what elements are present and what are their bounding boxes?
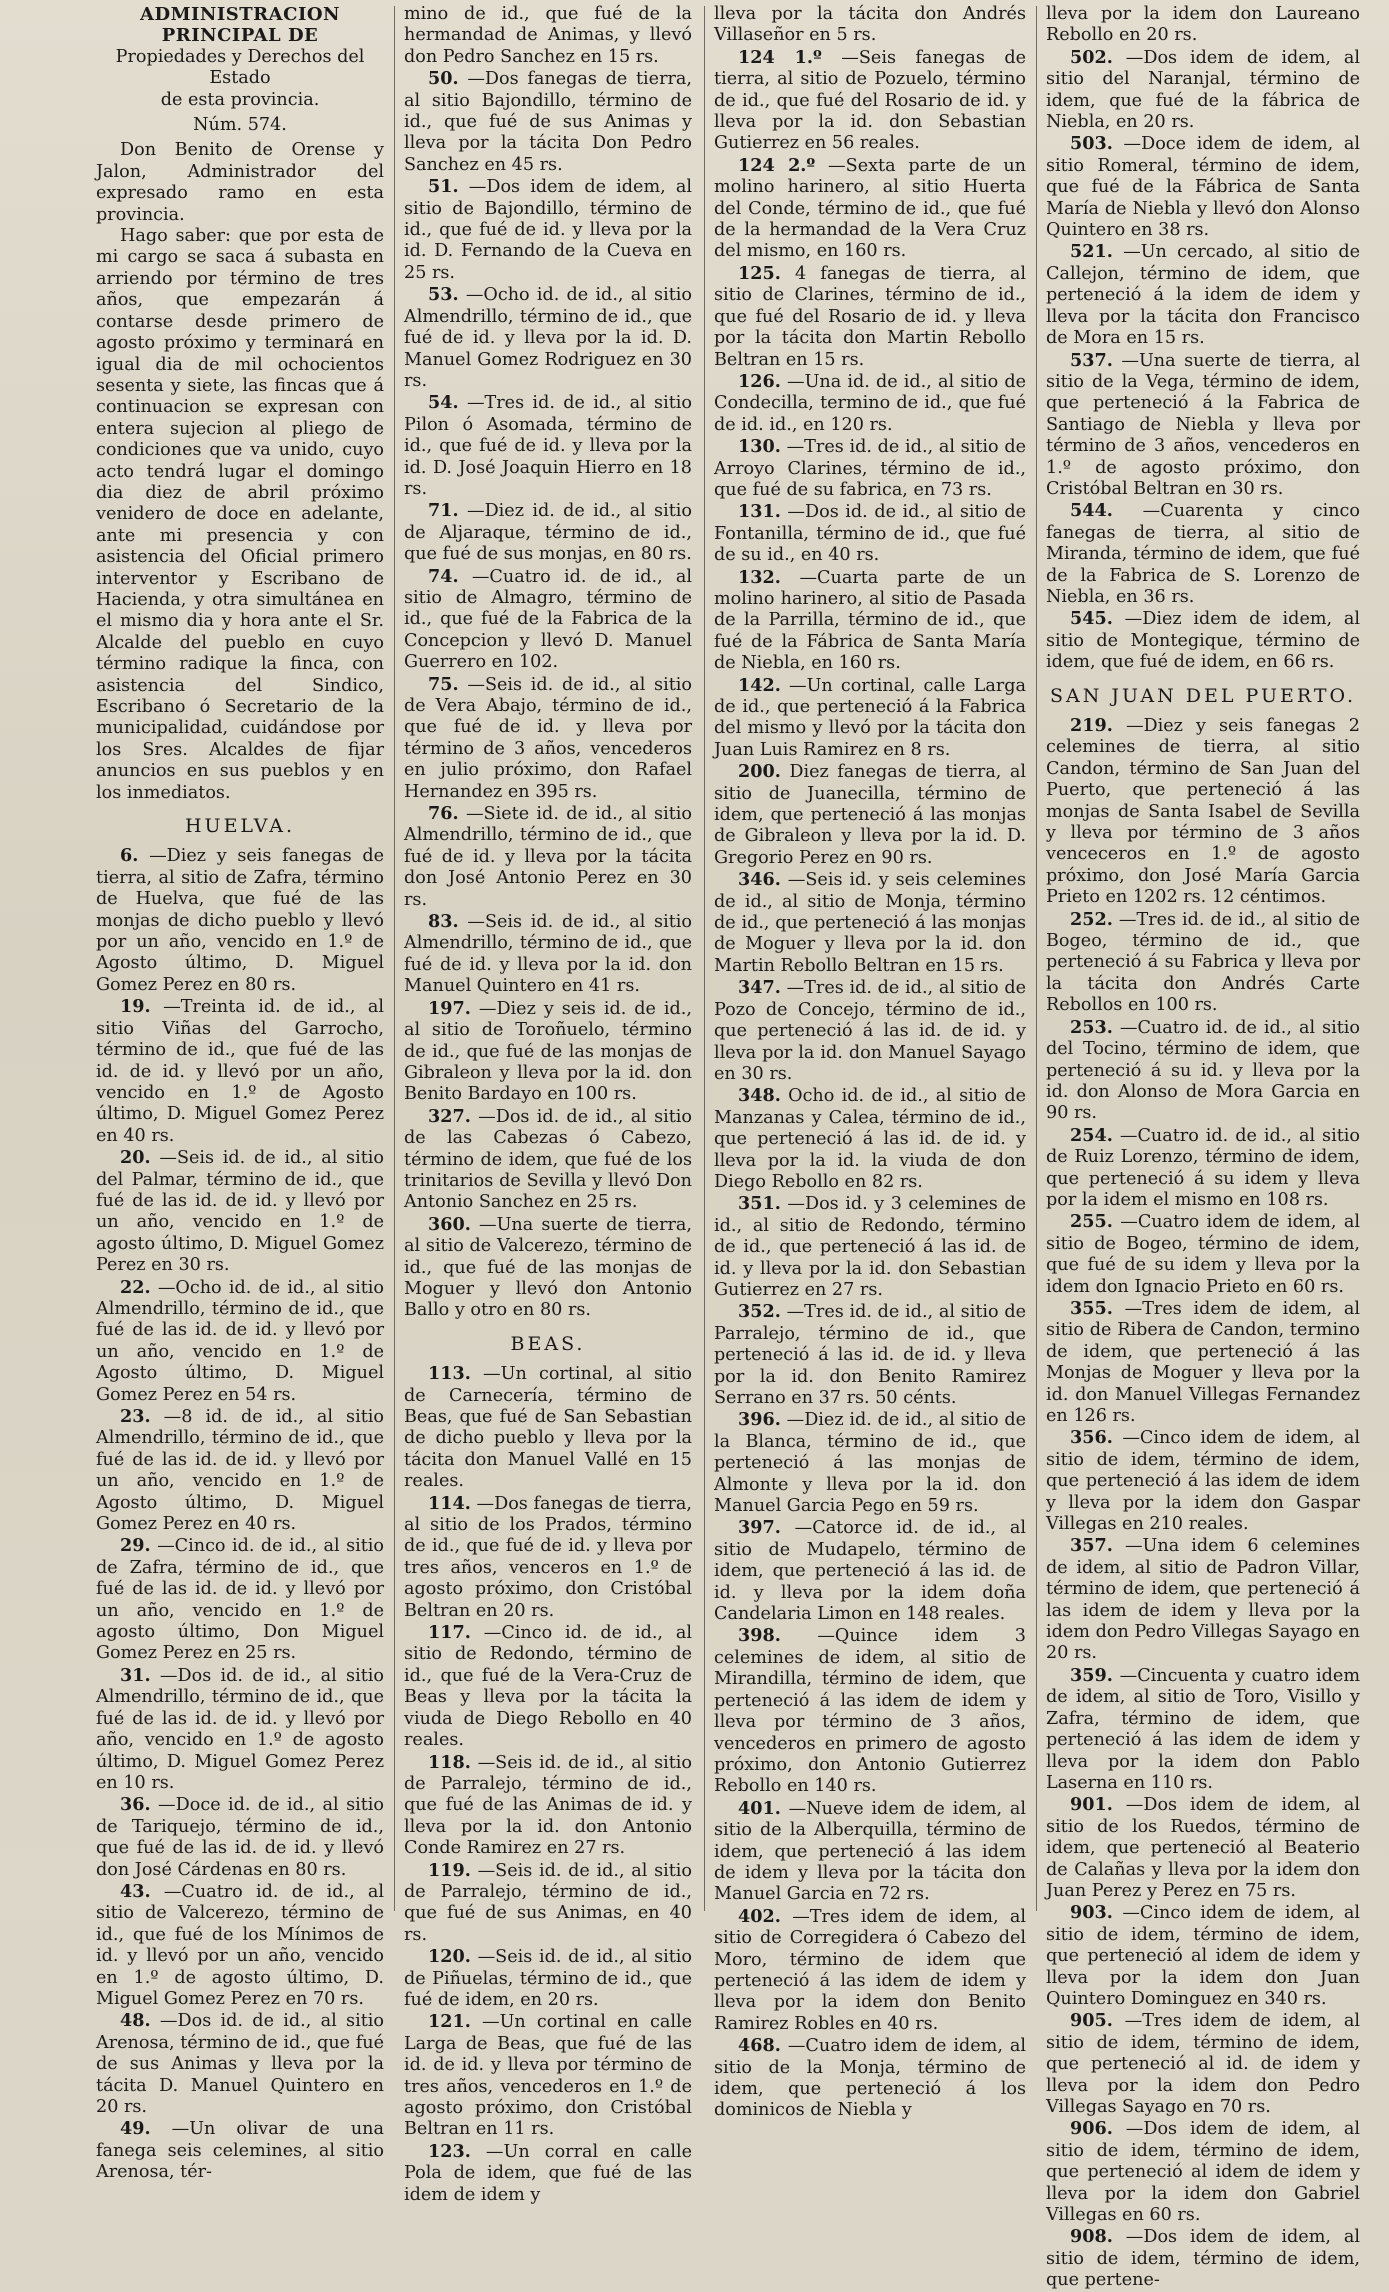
- property-listing: [404, 566, 692, 674]
- listing-text: —Cuatro id. de id., al sitio de Ruiz Lorenzo, término de idem, que perteneció á su idem y lleva por la idem el mismo en 108 rs.: [1046, 1125, 1360, 1210]
- listing-text: —Tres id. de id., al sitio Pilon ó Asomada, término de id., que fué de id. y lleva por la id. D. José Joaquin Hierro en 18 rs.: [404, 393, 693, 499]
- listing-text: —Dos id. de id., al sitio Almendrillo, término de id., que fué de las id. de id. y llevó por año, vencido en 1.º de agosto último, D. Miguel Gomez Perez en 10 rs.: [96, 1665, 384, 1793]
- property-listing: [714, 1409, 1026, 1517]
- column-1: [90, 4, 390, 2183]
- section-heading-beas: BEAS.: [510, 1332, 586, 1355]
- listing-number: 120.: [428, 1946, 471, 1968]
- item-list-beas: [404, 1363, 692, 2206]
- listing-number: 327.: [428, 1105, 471, 1127]
- property-listing: [404, 284, 692, 392]
- item-list-col2: [404, 68, 692, 1322]
- listing-number: 397.: [738, 1517, 781, 1539]
- listing-text: —Diez y seis fanegas 2 celemines de tierra, al sitio Candon, término de San Juan del Puerto, que perteneció á las monjas de Santa Isabel de Sevilla y lleva por término de 3 años venceceros en 1.º de agosto próximo, don José María Garcia Prieto en 1202 rs. 12 céntimos.: [1046, 716, 1360, 908]
- property-listing: [404, 803, 692, 911]
- listing-text: —Diez y seis id. de id., al sitio de Toroñuelo, término de id., que fué de las monjas de Gibraleon y lleva por la id. don Benito Bardayo en 100 rs.: [404, 998, 692, 1105]
- property-listing: [404, 1214, 692, 1322]
- listing-number: 352.: [738, 1301, 781, 1323]
- listing-text: —Un olivar de una fanega seis celemines, al sitio Arenosa, tér-: [96, 2119, 384, 2183]
- listing-number: 29.: [120, 1535, 151, 1557]
- property-listing: [404, 2141, 692, 2206]
- listing-text: —Tres idem de idem, al sitio de idem, término de idem, que perteneció al id. de idem y lleva por la idem don Pedro Villegas Sayago en 70 rs.: [1046, 2011, 1361, 2117]
- property-listing: [404, 1752, 692, 1860]
- listing-text: —Tres id. de id., al sitio de Parralejo, término de id., que perteneció á las id. de id. y lleva por la id. don Benito Ramirez Serrano en 37 rs. 50 cénts.: [714, 1302, 1027, 1408]
- listing-text: —Seis fanegas de tierra, al sitio de Pozuelo, término de id., que fué del Rosario de id. y lleva por la id. don Sebastian Gutierrez en 56 reales.: [714, 47, 1027, 154]
- listing-number: 200.: [738, 761, 781, 783]
- listing-number: 31.: [120, 1664, 151, 1686]
- property-listing: [404, 1622, 692, 1751]
- property-listing: [404, 1363, 692, 1492]
- listing-number: 22.: [120, 1276, 151, 1298]
- notice-subtitle: Propiedades y Derechos del Estado: [115, 46, 365, 89]
- listing-text: —Tres idem de idem, al sitio de Ribera de Candon, termino de idem, que perteneció á las Monjas de Moguer y lleva por la id. don Manuel Villegas Fernandez en 126 rs.: [1046, 1298, 1361, 1426]
- property-listing: [1046, 1535, 1360, 1664]
- property-listing: [714, 675, 1026, 762]
- listing-text: —Sexta parte de un molino harinero, al sitio Huerta del Conde, término de id., que fué de la hermandad de la Vera Cruz del mismo, en 160 rs.: [714, 155, 1026, 262]
- listing-number: 49.: [120, 2118, 151, 2140]
- property-listing: [1046, 133, 1360, 241]
- listing-number: 36.: [120, 1794, 151, 1816]
- listing-number: 401.: [738, 1797, 781, 1819]
- property-listing: [404, 674, 692, 803]
- listing-number: 130.: [738, 436, 781, 458]
- listing-number: 360.: [428, 1213, 471, 1235]
- listing-text: —Dos id. de id., al sitio de las Cabezas ó Cabezo, término de idem, que fué de los trinitarios de Sevilla y llevó Don Antonio Sanchez en 25 rs.: [404, 1106, 693, 1213]
- listing-text: —Una suerte de tierra, al sitio de Valcerezo, término de id., que fué de las monjas de Moguer y llevó don Antonio Ballo y otro en 80 rs.: [404, 1214, 692, 1321]
- listing-text: —Una idem 6 celemines de idem, al sitio de Padron Villar, término de idem, que perteneció á las idem de idem y lleva por la idem don Pedro Villegas Sayago en 20 rs.: [1046, 1536, 1361, 1664]
- listing-text: —Cuatro id. de id., al sitio del Tocino, término de idem, que perteneció á su id. y lleva por la id. don Alonso de Mora Garcia en 90 rs.: [1046, 1017, 1360, 1124]
- listing-number: 114.: [428, 1492, 471, 1514]
- property-listing: [404, 2011, 692, 2140]
- listing-number: 53.: [428, 284, 459, 306]
- listing-text: —Una suerte de tierra, al sitio de la Vega, término de idem, que perteneció á la Fabrica de Santiago de Niebla y lleva por término de 3 años, vencederos en 1.º de agosto próximo, don Cristóbal Beltran en 30 rs.: [1046, 350, 1361, 499]
- listing-text: —Doce id. de id., al sitio de Tariquejo, término de id., que fué de las id. de id. y llevó don José Cárdenas en 80 rs.: [96, 1795, 385, 1880]
- property-listing: [1046, 241, 1360, 349]
- listing-number: 74.: [428, 565, 459, 587]
- listing-number: 351.: [738, 1193, 781, 1215]
- property-listing: [714, 371, 1026, 436]
- property-listing: [714, 1193, 1026, 1301]
- listing-text: —Cuarenta y cinco fanegas de tierra, al sitio de Miranda, término de idem, que fué de la Fabrica de S. Lorenzo de Niebla, en 36 rs.: [1046, 501, 1360, 607]
- listing-number: 254.: [1070, 1124, 1113, 1146]
- item-list-col4: [1046, 47, 1360, 674]
- property-listing: [714, 869, 1026, 977]
- listing-number: 83.: [428, 911, 459, 933]
- property-listing: [404, 911, 692, 998]
- property-listing: [96, 1406, 384, 1535]
- listing-number: 132.: [738, 566, 781, 588]
- listing-number: 402.: [738, 1905, 781, 1927]
- property-listing: [404, 500, 692, 565]
- listing-text: —Dos idem de idem, al sitio de Bajondillo, término de id., que fué de id. y lleva por la id. D. Fernando de la Cueva en 25 rs.: [404, 177, 693, 283]
- intro-paragraph: Hago saber: que por esta de mi cargo se saca á subasta en arriendo por término de tres años, que empezarán á contarse desde primero de agosto próximo y terminará en igual dia de mil ochocientos sesenta y siete, las fincas que á continuacion se expresan con entera sujecion al pliego de condiciones que va unido, cuyo acto tendrá lugar el domingo dia diez de abril próximo venidero de doce en adelante, ante mi presencia y con asistencia del Oficial primero interventor y Escribano de Hacienda, y otra simultánea en el mismo dia y hora ante el Sr. Alcalde del pueblo en cuyo término radique la finca, con asistencia del Sindico, Escribano ó Secretario de la municipalidad, cuidándose por los Sres. Alcaldes de fijar anuncios en sus pueblos y en los inmediatos.: [96, 226, 384, 803]
- property-listing: [1046, 1125, 1360, 1212]
- property-listing: [404, 68, 692, 176]
- listing-text: —Diez idem de idem, al sitio de Montegique, término de idem, que fué de idem, en 66 rs.: [1046, 609, 1361, 673]
- column-rule: [1036, 6, 1037, 1911]
- property-listing: [96, 1881, 384, 2010]
- property-listing: [714, 2035, 1026, 2122]
- property-listing: [1046, 1298, 1360, 1427]
- continued-text: lleva por la tácita don Andrés Villaseñor en 5 rs.: [714, 4, 1026, 46]
- listing-text: —Doce idem de idem, al sitio Romeral, término de idem, que fué de la Fábrica de Santa María de Niebla y llevó don Alonso Quintero en 38 rs.: [1046, 134, 1361, 241]
- listing-number: 51.: [428, 176, 459, 198]
- item-list-san-juan: [1046, 715, 1360, 2292]
- property-listing: [1046, 715, 1360, 909]
- listing-text: —Un cercado, al sitio de Callejon, término de idem, que perteneció á la idem de idem y lleva por la tácita don Francisco de Mora en 15 rs.: [1046, 242, 1361, 349]
- property-listing: [1046, 1665, 1360, 1794]
- property-listing: [404, 1946, 692, 2011]
- listing-text: —Cuarta parte de un molino harinero, al sitio de Pasada de la Parrilla, término de id., que fué de la Fábrica de Santa María de Niebla, en 160 rs.: [714, 567, 1026, 674]
- listing-number: 6.: [120, 845, 139, 867]
- property-listing: [404, 998, 692, 1106]
- property-listing: [714, 501, 1026, 566]
- listing-number: 905.: [1070, 2010, 1113, 2032]
- column-3: [708, 4, 1032, 2121]
- property-listing: [714, 1625, 1026, 1797]
- listing-text: —Seis id. de id., al sitio del Palmar, término de id., que fué de las id. de id. y llevó por un año, vencido en 1.º de agosto último, D. Miguel Gomez Perez en 30 rs.: [96, 1148, 385, 1276]
- property-listing: [96, 1794, 384, 1881]
- listing-number: 253.: [1070, 1016, 1113, 1038]
- section-heading-huelva: HUELVA.: [184, 815, 295, 838]
- listing-text: —Un cortinal, calle Larga de id., que perteneció á la Fabrica del mismo y llevó por la tácita don Juan Luis Ramirez en 8 rs.: [714, 675, 1027, 760]
- listing-text: —Nueve idem de idem, al sitio de la Alberquilla, término de idem, que perteneció á las idem de idem y lleva por la tácita don Manuel Garcia en 72 rs.: [714, 1798, 1027, 1905]
- property-listing: [96, 1535, 384, 1664]
- listing-number: 545.: [1070, 608, 1113, 630]
- property-listing: [404, 1106, 692, 1214]
- listing-number: 356.: [1070, 1427, 1113, 1449]
- listing-number: 468.: [738, 2035, 781, 2057]
- property-listing: [1046, 909, 1360, 1017]
- listing-number: 197.: [428, 997, 471, 1019]
- notice-title: ADMINISTRACION PRINCIPAL DE: [140, 4, 340, 47]
- listing-text: —Cuatro id. de id., al sitio de Almagro, término de id., que fué de la Fabrica de la Concepcion y llevó D. Manuel Guerrero en 102.: [404, 566, 692, 673]
- listing-text: —Un cortinal, al sitio de Carnecería, término de Beas, que fué de San Sebastian de dicho pueblo y lleva por la tácita don Manuel Vallé en 15 reales.: [404, 1364, 693, 1492]
- property-listing: [404, 392, 692, 500]
- listing-number: 43.: [120, 1880, 151, 1902]
- listing-text: —Tres idem de idem, al sitio de Corregidera ó Cabezo del Moro, término de idem que perteneció á las idem de idem y lleva por la idem don Benito Ramirez Robles en 40 rs.: [714, 1906, 1027, 2034]
- listing-number: 119.: [428, 1859, 471, 1881]
- listing-number: 347.: [738, 977, 781, 999]
- notice-number: Núm. 574.: [193, 115, 287, 136]
- property-listing: [714, 47, 1026, 155]
- listing-number: 359.: [1070, 1664, 1113, 1686]
- listing-text: —Dos idem de idem, al sitio de idem, término de idem, que perteneció al idem de idem y lleva por la idem don Gabriel Villegas en 60 rs.: [1046, 2119, 1361, 2226]
- listing-number: 906.: [1070, 2118, 1113, 2140]
- listing-number: 113.: [428, 1363, 471, 1385]
- listing-number: 71.: [428, 500, 459, 522]
- listing-text: —Diez id. de id., al sitio de Aljaraque, término de id., que fué de sus monjas, en 80 rs.: [404, 501, 693, 565]
- listing-text: —Tres id. de id., al sitio de Pozo de Concejo, término de id., que perteneció á las id. de id. y lleva por la id. don Manuel Sayago en 30 rs.: [714, 978, 1027, 1084]
- listing-text: —Dos id. y 3 celemines de id., al sitio de Redondo, término de id., que perteneció á las id. de id. y lleva por la id. don Sebastian Gutierrez en 27 rs.: [714, 1194, 1026, 1300]
- property-listing: [96, 1277, 384, 1406]
- listing-text: —Ocho id. de id., al sitio Almendrillo, término de id., que fué de las id. de id. y llevó por un año, vencido en 1.º de Agosto último, D. Miguel Gomez Perez en 54 rs.: [96, 1277, 384, 1405]
- listing-text: —Diez id. de id., al sitio de la Blanca, término de id., que perteneció á las monjas de Almonte y lleva por la id. don Manuel Garcia Pego en 59 rs.: [714, 1410, 1027, 1517]
- listing-text: —Quince idem 3 celemines de idem, al sitio de Mirandilla, término de idem, que perteneció á las idem de idem y lleva por término de 3 años, vencederos en primero de agosto próximo, don Antonio Gutierrez Rebollo en 140 rs.: [714, 1626, 1027, 1797]
- section-heading-san-juan: SAN JUAN DEL PUERTO.: [1049, 684, 1357, 707]
- listing-text: —Seis id. de id., al sitio de Parralejo, término de id., que fué de las Animas de id. y lleva por la id. don Antonio Conde Ramirez en 27 rs.: [404, 1752, 693, 1859]
- listing-number: 355.: [1070, 1297, 1113, 1319]
- listing-number: 117.: [428, 1622, 471, 1644]
- listing-text: 4 fanegas de tierra, al sitio de Clarines, término de id., que fué del Rosario de id. y lleva por la tácita don Martin Rebollo Beltran en 15 rs.: [714, 263, 1026, 370]
- listing-text: —Seis id. de id., al sitio Almendrillo, término de id., que fué de id. y lleva por la id. don Manuel Quintero en 41 rs.: [404, 912, 693, 997]
- listing-number: 121.: [428, 2011, 471, 2033]
- listing-number: 346.: [738, 869, 781, 891]
- listing-number: 252.: [1070, 908, 1113, 930]
- listing-number: 901.: [1070, 1794, 1113, 1816]
- listing-text: Diez fanegas de tierra, al sitio de Juanecilla, término de idem, que perteneció á las monjas de Gibraleon y lleva por la id. D. Gregorio Perez en 90 rs.: [714, 762, 1026, 868]
- listing-text: —Seis id. de id., al sitio de Parralejo, término de id., que fué de sus Animas, en 40 rs.: [404, 1860, 693, 1945]
- property-listing: [1046, 1017, 1360, 1125]
- listing-number: 50.: [428, 68, 459, 90]
- property-listing: [714, 263, 1026, 371]
- listing-number: 537.: [1070, 349, 1113, 371]
- listing-text: —Tres id. de id., al sitio de Bogeo, término de id., que perteneció á su Fabrica y lleva por la tácita don Andrés Carte Rebollos en 100 rs.: [1046, 909, 1360, 1016]
- property-listing: [1046, 1427, 1360, 1535]
- listing-number: 48.: [120, 2010, 151, 2032]
- listing-text: —Catorce id. de id., al sitio de Mudapelo, término de idem, que perteneció á las id. de id. y lleva por la idem doña Candelaria Limon en 148 reales.: [714, 1518, 1026, 1625]
- listing-number: 219.: [1070, 715, 1113, 736]
- property-listing: [714, 1798, 1026, 1906]
- listing-text: Ocho id. de id., al sitio de Manzanas y Calea, término de id., que perteneció á las id. de id. y lleva por la id. la viuda de don Diego Rebollo en 82 rs.: [714, 1086, 1026, 1192]
- listing-number: 544.: [1070, 500, 1113, 522]
- listing-number: 124 2.º: [738, 154, 816, 176]
- listing-text: —Un corral en calle Pola de idem, que fué de las idem de idem y: [404, 2141, 692, 2205]
- listing-number: 126.: [738, 370, 781, 392]
- property-listing: [404, 1493, 692, 1622]
- continued-text: lleva por la idem don Laureano Rebollo en 20 rs.: [1046, 4, 1360, 46]
- property-listing: [714, 567, 1026, 675]
- listing-text: —8 id. de id., al sitio Almendrillo, término de id., que fué de las id. de id. y llevó por un año, vencido en 1.º de Agosto último, D. Miguel Gomez Perez en 40 rs.: [96, 1407, 385, 1535]
- listing-number: 54.: [428, 392, 459, 414]
- listing-text: —Una id. de id., al sitio de Condecilla, termino de id., que fué de id. id., en 120 rs.: [714, 371, 1027, 435]
- listing-text: —Cuatro idem de idem, al sitio de Bogeo, término de idem, que fué de su idem y lleva por la idem don Ignacio Prieto en 60 rs.: [1046, 1212, 1361, 1297]
- listing-text: —Cinco id. de id., al sitio de Zafra, término de id., que fué de las id. de id. y llevó por un año, vencido en 1.º de agosto último, Don Miguel Gomez Perez en 25 rs.: [96, 1536, 385, 1664]
- listing-text: —Seis id. de id., al sitio de Vera Abajo, término de id., que fué de id. y lleva por término de 3 años, vencederos en julio próximo, don Rafael Hernandez en 395 rs.: [404, 674, 693, 802]
- listing-text: —Treinta id. de id., al sitio Viñas del Garrocho, término de id., que fué de las id. de id. y llevó por un año, vencido en 1.º de Agosto último, D. Miguel Gomez Perez en 40 rs.: [96, 997, 385, 1146]
- property-listing: [1046, 2118, 1360, 2226]
- notice-subtitle-2: de esta provincia.: [160, 89, 320, 110]
- column-rule: [394, 6, 395, 1911]
- listing-text: —Dos id. de id., al sitio Arenosa, término de id., que fué de sus Animas y lleva por la tácita D. Manuel Quintero en 20 rs.: [96, 2011, 384, 2117]
- property-listing: [714, 155, 1026, 263]
- listing-text: —Dos idem de idem, al sitio de los Ruedos, término de idem, que perteneció al Beaterio de Calañas y lleva por la idem don Juan Perez y Perez en 75 rs.: [1046, 1795, 1361, 1901]
- listing-number: 118.: [428, 1751, 471, 1773]
- listing-number: 20.: [120, 1147, 151, 1169]
- listing-number: 23.: [120, 1406, 151, 1427]
- property-listing: [1046, 350, 1360, 501]
- listing-number: 396.: [738, 1409, 781, 1431]
- property-listing: [1046, 1211, 1360, 1298]
- property-listing: [96, 996, 384, 1147]
- listing-text: —Cuatro id. de id., al sitio de Valcerezo, término de id., que fué de los Mínimos de id. y llevó por un año, vencido en 1.º de agosto último, D. Miguel Gomez Perez en 70 rs.: [96, 1881, 384, 2009]
- property-listing: [96, 1665, 384, 1794]
- listing-number: 502.: [1070, 46, 1113, 68]
- property-listing: [1046, 47, 1360, 134]
- listing-number: 521.: [1070, 241, 1113, 263]
- property-listing: [96, 2118, 384, 2183]
- listing-number: 503.: [1070, 133, 1113, 155]
- property-listing: [1046, 1794, 1360, 1902]
- listing-text: —Dos idem de idem, al sitio del Naranjal, término de idem, que fué de la fábrica de Niebla, en 20 rs.: [1046, 47, 1361, 133]
- property-listing: [1046, 500, 1360, 608]
- property-listing: [1046, 2010, 1360, 2118]
- property-listing: [1046, 1902, 1360, 2010]
- property-listing: [714, 1301, 1026, 1409]
- listing-text: —Tres id. de id., al sitio de Arroyo Clarines, término de id., que fué de su fabrica, en 73 rs.: [714, 437, 1027, 500]
- property-listing: [714, 1517, 1026, 1625]
- listing-text: —Siete id. de id., al sitio Almendrillo, término de id., que fué de id. y lleva por la tácita don José Antonio Perez en 30 rs.: [404, 804, 692, 910]
- property-listing: [714, 1906, 1026, 2035]
- continued-text: mino de id., que fué de la hermandad de Animas, y llevó don Pedro Sanchez en 15 rs.: [404, 4, 692, 67]
- column-2: [398, 4, 698, 2205]
- listing-number: 76.: [428, 803, 459, 825]
- column-4: [1040, 4, 1366, 2291]
- listing-text: —Cinco idem de idem, al sitio de idem, término de idem, que perteneció á las idem de idem y lleva por la idem don Gaspar Villegas en 210 reales.: [1046, 1428, 1360, 1535]
- notice-header: [96, 4, 384, 111]
- listing-text: —Dos fanegas de tierra, al sitio de los Prados, término de id., que fué de id. y lleva por tres años, venceros en 1.º de agosto próximo, don Cristóbal Beltran en 20 rs.: [404, 1493, 693, 1621]
- property-listing: [96, 2010, 384, 2118]
- listing-text: —Cinco idem de idem, al sitio de idem, término de idem, que perteneció al idem de idem y lleva por la idem don Juan Quintero Dominguez en 340 rs.: [1046, 1903, 1360, 2009]
- property-listing: [404, 1860, 692, 1947]
- listing-number: 903.: [1070, 1902, 1113, 1924]
- listing-number: 255.: [1070, 1211, 1113, 1233]
- listing-number: 142.: [738, 674, 781, 696]
- listing-text: —Cinco id. de id., al sitio de Redondo, término de id., que fué de la Vera-Cruz de Beas y lleva por la tácita la viuda de Diego Rebollo en 40 reales.: [404, 1623, 692, 1751]
- listing-number: 19.: [120, 996, 151, 1018]
- listing-text: —Dos idem de idem, al sitio de idem, término de idem, que pertene-: [1046, 2227, 1361, 2291]
- listing-number: 131.: [738, 501, 781, 523]
- listing-text: —Un cortinal en calle Larga de Beas, que fué de las id. de id. y lleva por término de tres años, vencederos en 1.º de agosto próximo, don Cristóbal Beltran en 11 rs.: [404, 2012, 692, 2140]
- listing-number: 908.: [1070, 2226, 1113, 2248]
- listing-number: 357.: [1070, 1535, 1113, 1557]
- intro-paragraph: Don Benito de Orense y Jalon, Administrador del expresado ramo en esta provincia.: [96, 140, 384, 225]
- property-listing: [714, 1085, 1026, 1193]
- property-listing: [1046, 2226, 1360, 2291]
- column-rule: [704, 6, 705, 1911]
- listing-text: —Cuatro idem de idem, al sitio de la Monja, término de idem, que perteneció á los dominicos de Niebla y: [714, 2036, 1026, 2121]
- listing-number: 123.: [428, 2140, 471, 2162]
- listing-text: —Dos id. de id., al sitio de Fontanilla, término de id., que fué de su id., en 40 rs.: [714, 502, 1027, 566]
- listing-number: 124 1.º: [738, 46, 822, 68]
- property-listing: [714, 436, 1026, 501]
- property-listing: [714, 977, 1026, 1085]
- item-list-col1: [96, 845, 384, 2183]
- listing-text: —Ocho id. de id., al sitio Almendrillo, término de id., que fué de id. y lleva por la id. D. Manuel Gomez Rodriguez en 30 rs.: [404, 285, 692, 391]
- item-list-col3: [714, 47, 1026, 2122]
- listing-text: —Seis id. de id., al sitio de Piñuelas, término de id., que fué de idem, en 20 rs.: [404, 1947, 693, 2010]
- property-listing: [96, 845, 384, 996]
- listing-number: 75.: [428, 673, 459, 695]
- listing-number: 348.: [738, 1085, 781, 1107]
- listing-text: —Cincuenta y cuatro idem de idem, al sitio de Toro, Visillo y Zafra, término de idem, que perteneció á las idem de idem y lleva por la idem don Pablo Laserna en 110 rs.: [1046, 1665, 1361, 1793]
- listing-number: 125.: [738, 262, 781, 284]
- listing-text: —Diez y seis fanegas de tierra, al sitio de Zafra, término de Huelva, que fué de las monjas de dicho pueblo y llevó por un año, vencido en 1.º de Agosto último, D. Miguel Gomez Perez en 80 rs.: [96, 846, 385, 995]
- listing-text: —Seis id. y seis celemines de id., al sitio de Monja, término de id., que perteneció á las monjas de Moguer y lleva por la id. don Martin Rebollo Beltran en 15 rs.: [714, 870, 1026, 976]
- listing-text: —Dos fanegas de tierra, al sitio Bajondillo, término de id., que fué de sus Animas y lleva por la tácita Don Pedro Sanchez en 45 rs.: [404, 69, 693, 175]
- listing-number: 398.: [738, 1625, 781, 1647]
- property-listing: [714, 761, 1026, 869]
- property-listing: [1046, 608, 1360, 673]
- property-listing: [404, 176, 692, 284]
- property-listing: [96, 1147, 384, 1276]
